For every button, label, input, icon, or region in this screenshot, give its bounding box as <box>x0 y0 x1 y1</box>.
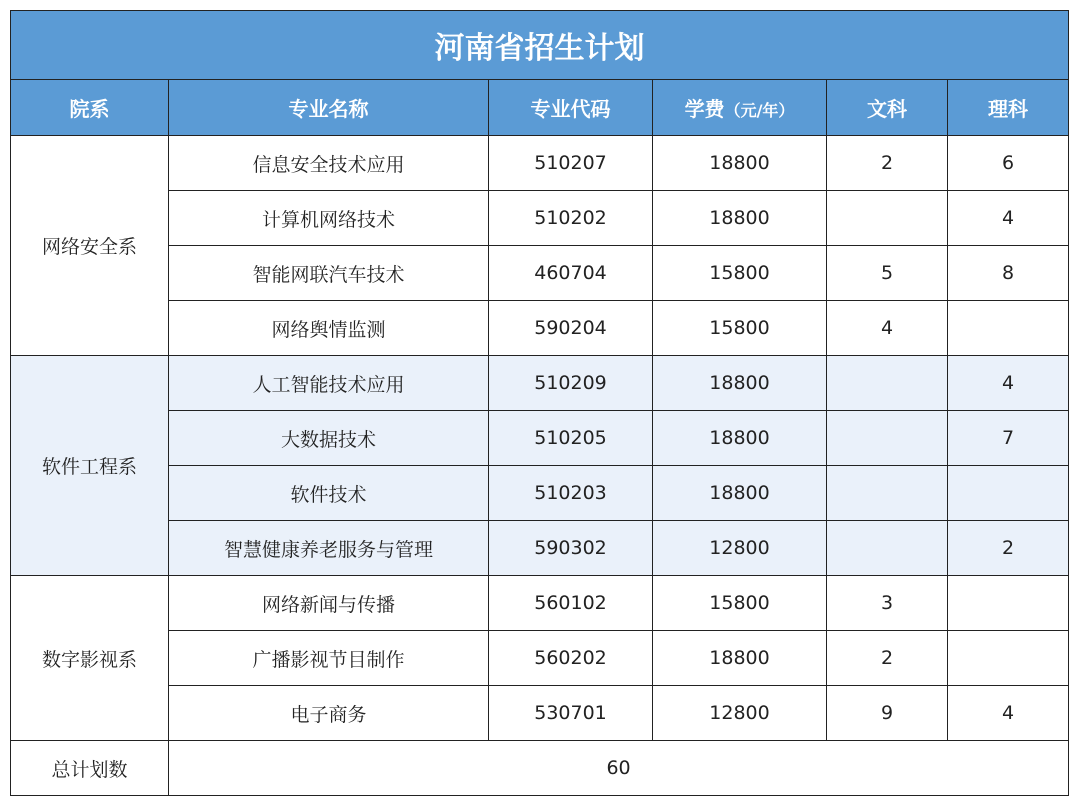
table-row <box>11 686 1069 741</box>
fee-cell: 12800 <box>653 521 827 576</box>
fee-cell: 15800 <box>653 301 827 356</box>
code-cell: 460704 <box>489 246 653 301</box>
admission-plan-table <box>10 10 1069 796</box>
table-row <box>11 631 1069 686</box>
code-cell: 510209 <box>489 356 653 411</box>
arts-cell <box>827 411 948 466</box>
header-fee-unit: （元/年） <box>724 101 795 120</box>
major-cell: 智慧健康养老服务与管理 <box>169 521 489 576</box>
code-cell: 590302 <box>489 521 653 576</box>
table-row <box>11 356 1069 411</box>
header-row <box>11 80 1069 136</box>
major-cell: 电子商务 <box>169 686 489 741</box>
code-cell: 530701 <box>489 686 653 741</box>
major-cell: 人工智能技术应用 <box>169 356 489 411</box>
science-cell: 4 <box>948 191 1069 246</box>
science-cell: 8 <box>948 246 1069 301</box>
fee-cell: 15800 <box>653 246 827 301</box>
admission-plan-table-wrapper <box>10 10 1068 796</box>
table-row <box>11 521 1069 576</box>
arts-cell: 5 <box>827 246 948 301</box>
header-fee <box>653 80 827 136</box>
science-cell: 2 <box>948 521 1069 576</box>
table-row <box>11 246 1069 301</box>
major-cell: 网络新闻与传播 <box>169 576 489 631</box>
science-cell: 4 <box>948 686 1069 741</box>
table-row <box>11 191 1069 246</box>
table-row <box>11 411 1069 466</box>
header-arts: 文科 <box>827 80 948 136</box>
code-cell: 560102 <box>489 576 653 631</box>
arts-cell: 9 <box>827 686 948 741</box>
fee-cell: 18800 <box>653 631 827 686</box>
total-label: 总计划数 <box>11 741 169 796</box>
arts-cell <box>827 356 948 411</box>
arts-cell <box>827 191 948 246</box>
arts-cell: 3 <box>827 576 948 631</box>
arts-cell <box>827 521 948 576</box>
science-cell <box>948 631 1069 686</box>
title-row <box>11 11 1069 80</box>
arts-cell <box>827 466 948 521</box>
fee-cell: 18800 <box>653 356 827 411</box>
dept-cell: 网络安全系 <box>11 136 169 356</box>
major-cell: 网络舆情监测 <box>169 301 489 356</box>
science-cell <box>948 301 1069 356</box>
major-cell: 广播影视节目制作 <box>169 631 489 686</box>
science-cell: 4 <box>948 356 1069 411</box>
table-row <box>11 466 1069 521</box>
header-dept: 院系 <box>11 80 169 136</box>
major-cell: 信息安全技术应用 <box>169 136 489 191</box>
fee-cell: 18800 <box>653 191 827 246</box>
science-cell: 7 <box>948 411 1069 466</box>
fee-cell: 12800 <box>653 686 827 741</box>
fee-cell: 18800 <box>653 411 827 466</box>
major-cell: 计算机网络技术 <box>169 191 489 246</box>
code-cell: 510203 <box>489 466 653 521</box>
dept-cell: 数字影视系 <box>11 576 169 741</box>
header-science: 理科 <box>948 80 1069 136</box>
total-row <box>11 741 1069 796</box>
total-value: 60 <box>169 741 1069 796</box>
code-cell: 560202 <box>489 631 653 686</box>
header-code: 专业代码 <box>489 80 653 136</box>
code-cell: 590204 <box>489 301 653 356</box>
code-cell: 510207 <box>489 136 653 191</box>
code-cell: 510202 <box>489 191 653 246</box>
fee-cell: 18800 <box>653 466 827 521</box>
arts-cell: 4 <box>827 301 948 356</box>
fee-cell: 18800 <box>653 136 827 191</box>
science-cell <box>948 466 1069 521</box>
header-fee-label: 学费 <box>684 97 725 121</box>
table-row <box>11 136 1069 191</box>
table-title: 河南省招生计划 <box>11 11 1069 80</box>
header-major: 专业名称 <box>169 80 489 136</box>
science-cell <box>948 576 1069 631</box>
major-cell: 软件技术 <box>169 466 489 521</box>
arts-cell: 2 <box>827 136 948 191</box>
major-cell: 大数据技术 <box>169 411 489 466</box>
science-cell: 6 <box>948 136 1069 191</box>
code-cell: 510205 <box>489 411 653 466</box>
table-row <box>11 576 1069 631</box>
dept-cell: 软件工程系 <box>11 356 169 576</box>
table-row <box>11 301 1069 356</box>
major-cell: 智能网联汽车技术 <box>169 246 489 301</box>
fee-cell: 15800 <box>653 576 827 631</box>
arts-cell: 2 <box>827 631 948 686</box>
